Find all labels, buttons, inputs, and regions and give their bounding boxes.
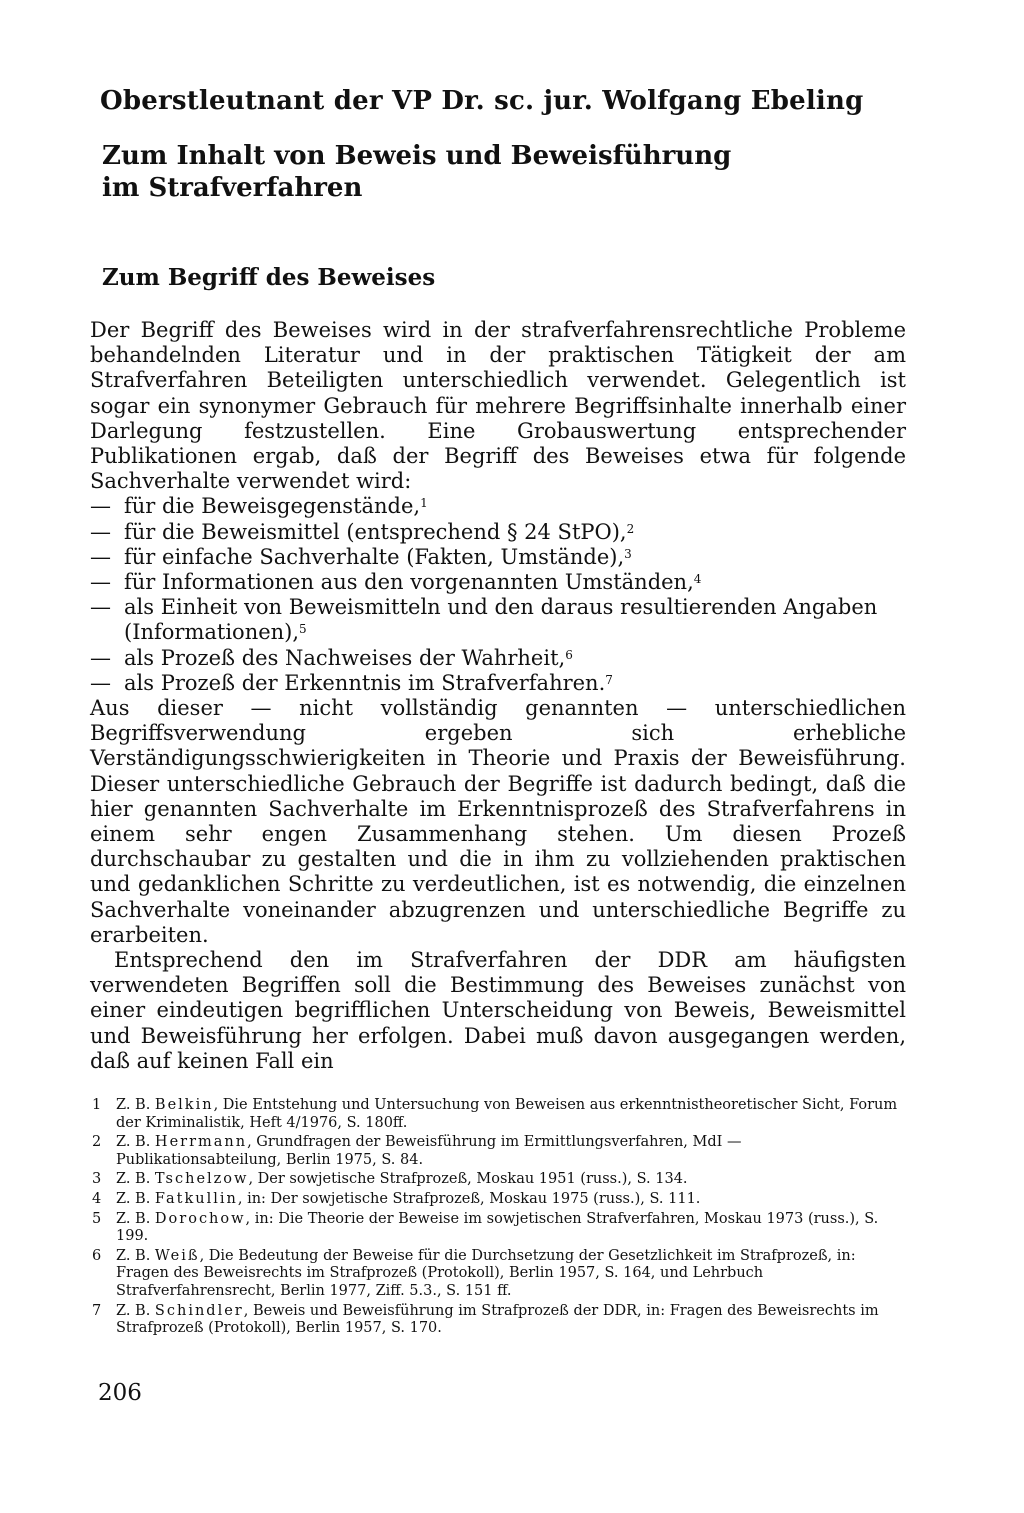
body-paragraph-3: Entsprechend den im Strafverfahren der DDR am häufigsten verwendeten Begriffen soll die Bestimmung des Beweises zunächst von einer eindeutigen begrifflichen Unterscheidung von Beweis, Beweismittel und Beweisführung her erfolgen. Dabei muß davon ausgegangen werden, daß auf keinen Fall ein — [90, 948, 906, 1073]
footnote-citation: , Beweis und Beweisführung im Strafprozeß der DDR, in: Fragen des Beweisrechts im Strafprozeß (Protokoll), Berlin 1957, S. 170. — [116, 1302, 879, 1337]
footnote-number: 6 — [92, 1247, 102, 1264]
list-item-text: für die Beweisgegenstände, — [124, 494, 421, 519]
list-item-text: für einfache Sachverhalte (Fakten, Umstände), — [124, 544, 625, 569]
footnote-citation: , in: Die Theorie der Beweise im sowjetischen Strafverfahren, Moskau 1973 (russ.), S. 199. — [116, 1210, 879, 1245]
footnote-author: Tschelzow — [154, 1171, 249, 1188]
list-dash: — — [90, 519, 111, 544]
list-item — [90, 671, 906, 696]
footnote-ref: 6 — [565, 647, 573, 662]
footnote-ref: 4 — [693, 572, 702, 587]
list-item — [90, 545, 906, 570]
footnote-prefix: Z. B. — [116, 1134, 151, 1151]
footnote-prefix: Z. B. — [116, 1210, 151, 1227]
footnote-text — [116, 1303, 900, 1338]
footnote-text — [116, 1171, 900, 1189]
footnote — [92, 1134, 900, 1169]
list-item — [90, 570, 906, 595]
footnote — [92, 1191, 900, 1209]
footnote-author: Schindler — [154, 1302, 244, 1319]
list-dash: — — [90, 544, 111, 569]
footnote-text — [116, 1191, 900, 1209]
footnote-text — [116, 1211, 900, 1246]
footnote-ref: 7 — [605, 672, 613, 687]
footnote-prefix: Z. B. — [116, 1247, 151, 1264]
list-dash: — — [90, 595, 111, 620]
footnote-author: Dorochow — [154, 1210, 246, 1227]
footnote-prefix: Z. B. — [116, 1097, 151, 1113]
footnote-prefix: Z. B. — [116, 1302, 151, 1319]
footnote-author: Herrmann — [154, 1134, 248, 1151]
list-item-text: für Informationen aus den vorgenannten Umständen, — [124, 570, 694, 595]
footnote-ref: 2 — [626, 521, 635, 536]
footnote-text — [116, 1097, 900, 1132]
footnote-author: Belkin — [154, 1097, 214, 1113]
list-dash: — — [90, 570, 111, 595]
page-number: 206 — [98, 1380, 142, 1406]
list-item — [90, 494, 906, 519]
footnote — [92, 1097, 900, 1132]
list-item — [90, 646, 906, 671]
footnote-number: 7 — [92, 1302, 102, 1319]
list-dash: — — [90, 645, 111, 670]
footnote-number: 4 — [92, 1190, 102, 1207]
footnote-citation: , Die Entstehung und Untersuchung von Beweisen aus erkenntnistheoretischer Sicht, Forum der Kriminalistik, Heft 4/1976, S. 180ff. — [116, 1097, 898, 1131]
footnote-ref: 1 — [420, 496, 428, 511]
footnote-ref: 5 — [299, 622, 307, 637]
footnote — [92, 1248, 900, 1301]
list-item-text: als Einheit von Beweismitteln und den daraus resultierenden Angaben (Informationen), — [124, 595, 878, 645]
footnote-number: 2 — [92, 1134, 102, 1151]
footnote-number: 5 — [92, 1210, 102, 1227]
usage-list — [90, 494, 906, 696]
list-dash: — — [90, 670, 111, 695]
article-title — [102, 140, 731, 204]
footnote-text — [116, 1248, 900, 1301]
footnote — [92, 1303, 900, 1338]
list-item-text: als Prozeß der Erkenntnis im Strafverfahren. — [124, 670, 606, 695]
footnote-citation: , in: Der sowjetische Strafprozeß, Moskau 1975 (russ.), S. 111. — [237, 1190, 701, 1207]
footnote-number: 1 — [92, 1097, 102, 1113]
footnote-citation: , Die Bedeutung der Beweise für die Durchsetzung der Gesetzlichkeit im Strafprozeß, in: Fragen des Beweisrechts im Strafprozeß (Protokoll), Berlin 1957, S. 164, und Lehrbuch Strafverfahrensrecht, Berlin 1977, Ziff. 5.3., S. 151 ff. — [116, 1247, 856, 1299]
article-title-line-1: Zum Inhalt von Beweis und Beweisführung — [102, 141, 732, 171]
body-paragraph-2: Aus dieser — nicht vollständig genannten — unterschiedlichen Begriffsverwendung ergeben sich erhebliche Verständigungsschwierigkeiten in Theorie und Praxis der Beweisführung. Dieser unterschiedliche Gebrauch der Begriffe ist dadurch bedingt, daß die hier genannten Sachverhalte im Erkenntnisprozeß des Strafverfahrens in einem sehr engen Zusammenhang stehen. Um diesen Prozeß durchschaubar zu gestalten und die in ihm zu vollziehenden praktischen und gedanklichen Schritte zu verdeutlichen, ist es notwendig, die einzelnen Sachverhalte voneinander abzugrenzen und unterschiedliche Begriffe zu erarbeiten. — [90, 696, 906, 947]
list-item-text: für die Beweismittel (entsprechend § 24 StPO), — [124, 519, 627, 544]
footnote-citation: , Der sowjetische Strafprozeß, Moskau 1951 (russ.), S. 134. — [248, 1171, 688, 1188]
list-dash: — — [90, 494, 111, 519]
footnote-prefix: Z. B. — [116, 1171, 151, 1188]
footnotes — [92, 1097, 900, 1340]
intro-paragraph: Der Begriff des Beweises wird in der strafverfahrensrechtliche Probleme behandelnden Literatur und in der praktischen Tätigkeit der am Strafverfahren Beteiligten unterschiedlich verwendet. Gelegentlich ist sogar ein synonymer Gebrauch für mehrere Begriffsinhalte innerhalb einer Darlegung festzustellen. Eine Grobauswertung entsprechender Publikationen ergab, daß der Begriff des Beweises etwa für folgende Sachverhalte verwendet wird: — [90, 318, 906, 494]
article-title-line-2: im Strafverfahren — [102, 173, 363, 203]
footnote-prefix: Z. B. — [116, 1190, 151, 1207]
footnote-author: Weiß — [154, 1247, 200, 1264]
footnote-citation: , Grundfragen der Beweisführung im Ermittlungsverfahren, MdI — Publikationsabteilung, Berlin 1975, S. 84. — [116, 1134, 742, 1168]
list-item — [90, 520, 906, 545]
footnote-author: Fatkullin — [154, 1190, 238, 1207]
footnote — [92, 1171, 900, 1189]
section-heading: Zum Begriff des Beweises — [102, 264, 436, 291]
list-item-text: als Prozeß des Nachweises der Wahrheit, — [124, 645, 566, 670]
footnote-ref: 3 — [624, 546, 632, 561]
footnote-text — [116, 1134, 900, 1169]
author-line: Oberstleutnant der VP Dr. sc. jur. Wolfgang Ebeling — [100, 86, 864, 116]
footnote-number: 3 — [92, 1171, 102, 1188]
footnote — [92, 1211, 900, 1246]
body-text — [90, 318, 906, 1074]
list-item — [90, 595, 906, 645]
